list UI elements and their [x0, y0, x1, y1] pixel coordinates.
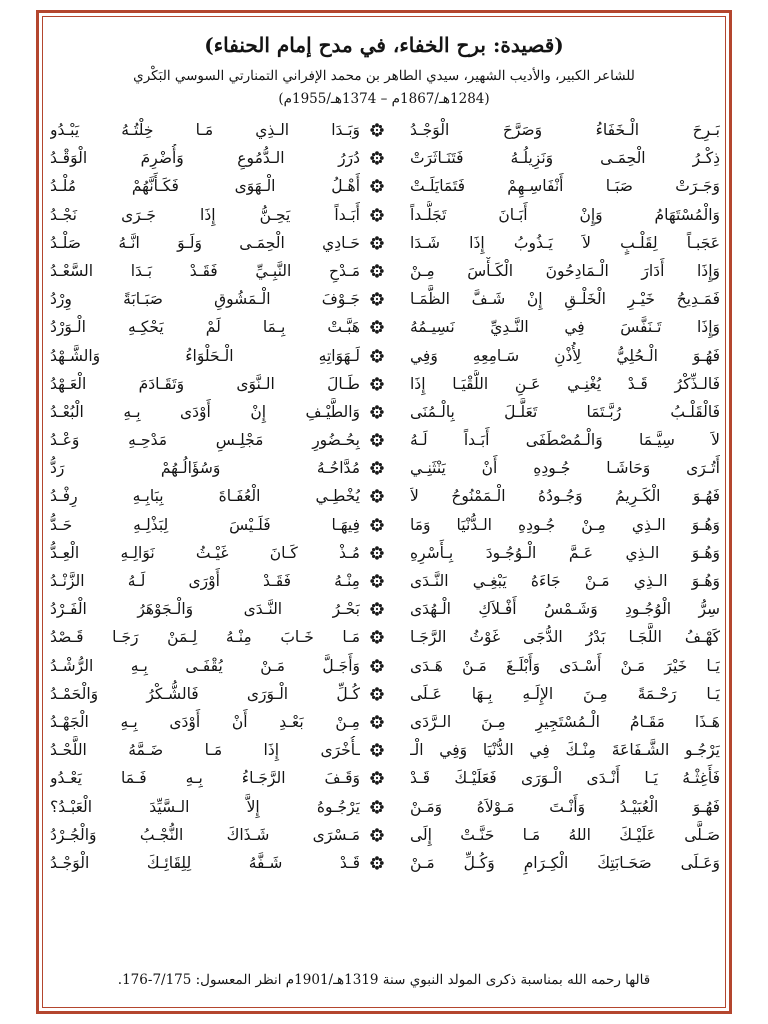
verse-second-hemistich: لَـهَوَاتِهِ الْـحَلْوَاءُ وَالشَّـهْدُ — [50, 346, 360, 365]
verse-line — [42, 172, 726, 200]
verse-line — [42, 652, 726, 680]
flower-ornament-icon — [370, 602, 384, 616]
verse-second-hemistich: فِيهَـا فَلَـيْسَ لِبَذْلِـهِ حَـدُّ — [50, 515, 360, 534]
verse-line — [42, 398, 726, 426]
flower-ornament-icon — [370, 856, 384, 870]
flower-ornament-icon — [370, 546, 384, 560]
flower-ornament-icon — [370, 264, 384, 278]
verse-second-hemistich: بَحْـرُ النَّـدَى وَالْـجَوْهَرُ الْفَـرْدُ — [50, 600, 360, 619]
verse-second-hemistich: مَـسْرَى شَـذَاكَ النُّجْـبُ وَالْجُـرْدُ — [50, 825, 360, 844]
flower-ornament-icon — [370, 292, 384, 306]
verse-first-hemistich: يَرْجُـو الشَّـفَاعَةَ مِنْـكَ فِي الدُّنْيَا وَفِي الْـ — [410, 741, 720, 760]
verse-second-hemistich: أَهْـلُ الْـهَوَى فَكَـأَنَّهُمْ مُلْـدُ — [50, 177, 360, 196]
verse-first-hemistich: أَتُـرَى وَحَاشَـا جُـودِهِ أَنْ يَنْثَنِـي — [410, 459, 720, 478]
verse-second-hemistich: جَـوْفَ الْـمَشُوقِ صَبَـابَةً وِرْدُ — [50, 290, 360, 309]
verse-second-hemistich: قَـدْ شَـفَّهُ لِلِقَائِـكَ الْوَجْـدُ — [50, 853, 360, 872]
flower-ornament-icon — [370, 574, 384, 588]
flower-ornament-icon — [370, 377, 384, 391]
flower-ornament-icon — [370, 461, 384, 475]
verse-first-hemistich: لاَ سِيَّـمَا وَالْـمُصْطَفَى أَبَـداً لَـهُ — [410, 431, 720, 450]
verse-first-hemistich: ذِكْـرُ الْحِمَـى وَنَزِيلُـهُ فَتَنَـاثَرَتْ — [410, 149, 720, 168]
verse-line — [42, 257, 726, 285]
verse-second-hemistich: بِحُـضُورِ مَجْلِـسِ مَدْحِـهِ وَعْـدُ — [50, 431, 360, 450]
verse-first-hemistich: وَالْمُسْتَهَامُ وَإِنْ أَبَـانَ تَجَلُّـداً — [410, 205, 720, 224]
verse-second-hemistich: كُـلِّ الْـوَرَى فَالشُّـكْرُ وَالْحَمْـدُ — [50, 684, 360, 703]
verse-line — [42, 623, 726, 651]
verse-first-hemistich: وَجَـرَتْ صَبَـا أَنْفَاسِـهِمْ فَتَمَايَلَـتْ — [410, 177, 720, 196]
verse-line — [42, 342, 726, 370]
verse-first-hemistich: هَـذَا مَقَـامُ الْـمُسْتَجِيرِ مِـنَ الـرَّدَى — [410, 712, 720, 731]
verse-line — [42, 313, 726, 341]
flower-ornament-icon — [370, 405, 384, 419]
verse-first-hemistich: فَأَغِثْـهُ يَـا أَنْـدَى الْـوَرَى فَعَلَيْـكَ قَـدْ — [410, 769, 720, 788]
verse-first-hemistich: وَإِذَا تَـنَفَّسَ فِي النَّـدِيِّ نَسِيـمُهُ — [410, 318, 720, 337]
poem-page — [42, 16, 726, 1008]
verse-first-hemistich: فَالْقَلْـبُ رُبَّـتَمَا تَعَلَّـلَ بِالْـمُنَى — [410, 402, 720, 421]
flower-ornament-icon — [370, 349, 384, 363]
verse-second-hemistich: مِـنْ بَعْـدِ أَنْ أَوْدَى بِـهِ الْجَهْـدُ — [50, 712, 360, 731]
verse-line — [42, 426, 726, 454]
verse-line — [42, 821, 726, 849]
verse-first-hemistich: فَهُـوَ الْكَـرِيمُ وَجُـودُهُ الْـمَمْنُوحُ لاَ — [410, 487, 720, 506]
verse-line — [42, 736, 726, 764]
verse-second-hemistich: وَبَـدَا الـذِي مَـا خِلْتُـهُ يَبْـدُو — [50, 121, 360, 139]
flower-ornament-icon — [370, 433, 384, 447]
flower-ornament-icon — [370, 743, 384, 757]
verse-first-hemistich: وَهُـوَ الـذِي مَـنْ جَاءَهُ يَبْغِـي النَّـدَى — [410, 572, 720, 590]
verse-first-hemistich: وَهُـوَ الـذِي مِـنْ جُـودِهِ الـدُّنْيَا وَمَا — [410, 515, 720, 534]
verse-second-hemistich: مَـا خَـابَ مِنْـهُ لِـمَنْ رَجَـا قَـصْدُ — [50, 628, 360, 647]
flower-ornament-icon — [370, 489, 384, 503]
verse-line — [42, 229, 726, 257]
verse-first-hemistich: يَـا رَحْـمَةً مِـنَ الإِلَـهِ بِـهَا عَـلَى — [410, 684, 720, 703]
poem-verses — [42, 116, 726, 877]
verse-line — [42, 116, 726, 144]
verse-first-hemistich: فَهُـوَ الْـحُلِيُّ لِأُذْنِ سَـامِعِهِ وَفِي — [410, 346, 720, 365]
verse-first-hemistich: سِرُّ الْوُجُـودِ وَشَـمْسُ أَفْـلاَكِ الْـهُدَى — [410, 600, 720, 619]
verse-line — [42, 539, 726, 567]
verse-line — [42, 201, 726, 229]
verse-second-hemistich: ـأُخْرَى إِذَا مَـا ضَـمَّهُ اللَّحْـدُ — [50, 741, 360, 760]
verse-first-hemistich: كَهْـفُ اللَّجَـا بَدْرُ الدُّجَى غَوْثُ الرَّجَـا — [410, 628, 720, 647]
verse-line — [42, 595, 726, 623]
footer-note: قالها رحمه الله بمناسبة ذكرى المولد النبوي سنة 1319هـ/1901م انظر المعسول: 7/175-176. — [117, 972, 651, 988]
verse-first-hemistich: فَالـذِّكْرُ قَـدْ يُغْنِـي عَـنِ اللُّقْيَـا إِذَا — [410, 374, 720, 393]
verse-second-hemistich: حَـادِي الْحِمَـى وَلَـوَ انَّـهُ صَلْـدُ — [50, 233, 360, 252]
verse-line — [42, 370, 726, 398]
verse-line — [42, 511, 726, 539]
verse-second-hemistich: وَالطَّيْـفِ إِنْ أَوْدَى بِـهِ الْبُعْـدُ — [50, 402, 360, 421]
verse-line — [42, 144, 726, 172]
flower-ornament-icon — [370, 518, 384, 532]
verse-first-hemistich: بَـرِحَ الْـخَفَاءُ وَصَرَّحَ الْوَجْـدُ — [410, 121, 720, 139]
poet-dates: (1284هـ/1867م – 1374هـ/1955م) — [278, 91, 490, 107]
flower-ornament-icon — [370, 179, 384, 193]
verse-second-hemistich: مَـدْحِ النَّبِـيِّ فَقَـدْ بَـدَا السَّعْـدُ — [50, 261, 360, 280]
flower-ornament-icon — [370, 687, 384, 701]
verse-second-hemistich: مُدَّاحُـهُ وَسُؤَالُـهُمْ رَدُّ — [50, 459, 360, 478]
verse-line — [42, 849, 726, 877]
flower-ornament-icon — [370, 151, 384, 165]
verse-first-hemistich: وَهُـوَ الـذِي عَـمَّ الْـوُجُـودَ بِـأَسْرِهِ — [410, 543, 720, 562]
flower-ornament-icon — [370, 715, 384, 729]
verse-second-hemistich: وَأَجَـلَّ مَـنْ يُقْفَـى بِـهِ الرُّشْـدُ — [50, 656, 360, 675]
verse-line — [42, 567, 726, 595]
flower-ornament-icon — [370, 659, 384, 673]
flower-ornament-icon — [370, 208, 384, 222]
flower-ornament-icon — [370, 828, 384, 842]
verse-line — [42, 482, 726, 510]
flower-ornament-icon — [370, 123, 384, 137]
verse-second-hemistich: هَبَّـتْ بِـمَا لَمْ يَحْكِـهِ الْـوَرْدُ — [50, 318, 360, 337]
verse-line — [42, 764, 726, 792]
poet-byline: للشاعر الكبير، والأديب الشهير، سيدي الطاهر بن محمد الإفراني التمنارتي السوسي البَكْري — [133, 68, 635, 84]
verse-first-hemistich: وَإِذَا أَدَارَ الْـمَادِحُونَ الْكَـأْسَ مِـنْ — [410, 261, 720, 280]
verse-second-hemistich: يَرْجُـوهُ إِلاَّ الـسَّيِّدَ الْعَبْـدُ؟ — [50, 797, 360, 816]
verse-second-hemistich: طَـالَ الـنَّوَى وَتَقَـادَمَ الْعَـهْدُ — [50, 374, 360, 393]
verse-line — [42, 454, 726, 482]
verse-second-hemistich: يُخْطِـي الْعُفَـاةَ بِبَابِـهِ رِفْـدُ — [50, 487, 360, 506]
flower-ornament-icon — [370, 236, 384, 250]
verse-second-hemistich: أَبَـداً يَحِـنُّ إِذَا جَـرَى نَجْـدُ — [50, 205, 360, 224]
verse-first-hemistich: وَعَـلَى صَحَـابَتِكَ الْكِـرَامِ وَكُـلِّ مَـنْ — [410, 853, 720, 872]
poem-title: (قصيدة: برح الخفاء، في مدح إمام الحنفاء) — [204, 33, 564, 57]
flower-ornament-icon — [370, 800, 384, 814]
flower-ornament-icon — [370, 630, 384, 644]
verse-line — [42, 285, 726, 313]
verse-second-hemistich: وَقَـفَ الرَّجَـاءُ بِـهِ فَـمَا يَعْـدُو — [50, 769, 360, 788]
verse-first-hemistich: عَجَبـاً لِقَلْـبٍ لاَ يَـذُوبُ إِذَا شَـدَا — [410, 233, 720, 252]
verse-second-hemistich: دُرَرُ الـدُّمُوعِ وَأُضْرِمَ الْوَقْـدُ — [50, 149, 360, 168]
verse-first-hemistich: يَـا خَيْرَ مَـنْ أَسْـدَى وَأَبْلَـغَ مَـنْ هَـدَى — [410, 656, 720, 675]
verse-line — [42, 680, 726, 708]
verse-second-hemistich: مِنْـهُ فَقَـدْ أَوْرَى لَـهُ الزَّنْـدُ — [50, 572, 360, 590]
flower-ornament-icon — [370, 320, 384, 334]
verse-first-hemistich: فَمَـدِيحُ خَيْـرِ الْخَلْـقِ إِنْ شَـفَّ الظَّمَـا — [410, 290, 720, 309]
verse-second-hemistich: مُـذْ كَـانَ غَيْـثُ نَوَالِـهِ الْعِـدُّ — [50, 543, 360, 562]
verse-line — [42, 708, 726, 736]
verse-first-hemistich: فَهُـوَ الْعُبَيْـدُ وَأَنْـتَ مَـوْلاَهُ وَمَـنْ — [410, 797, 720, 816]
verse-first-hemistich: صَـلَّى عَلَيْـكَ اللهُ مَـا حَنَّـتْ إِلَى — [410, 825, 720, 844]
flower-ornament-icon — [370, 771, 384, 785]
verse-line — [42, 793, 726, 821]
